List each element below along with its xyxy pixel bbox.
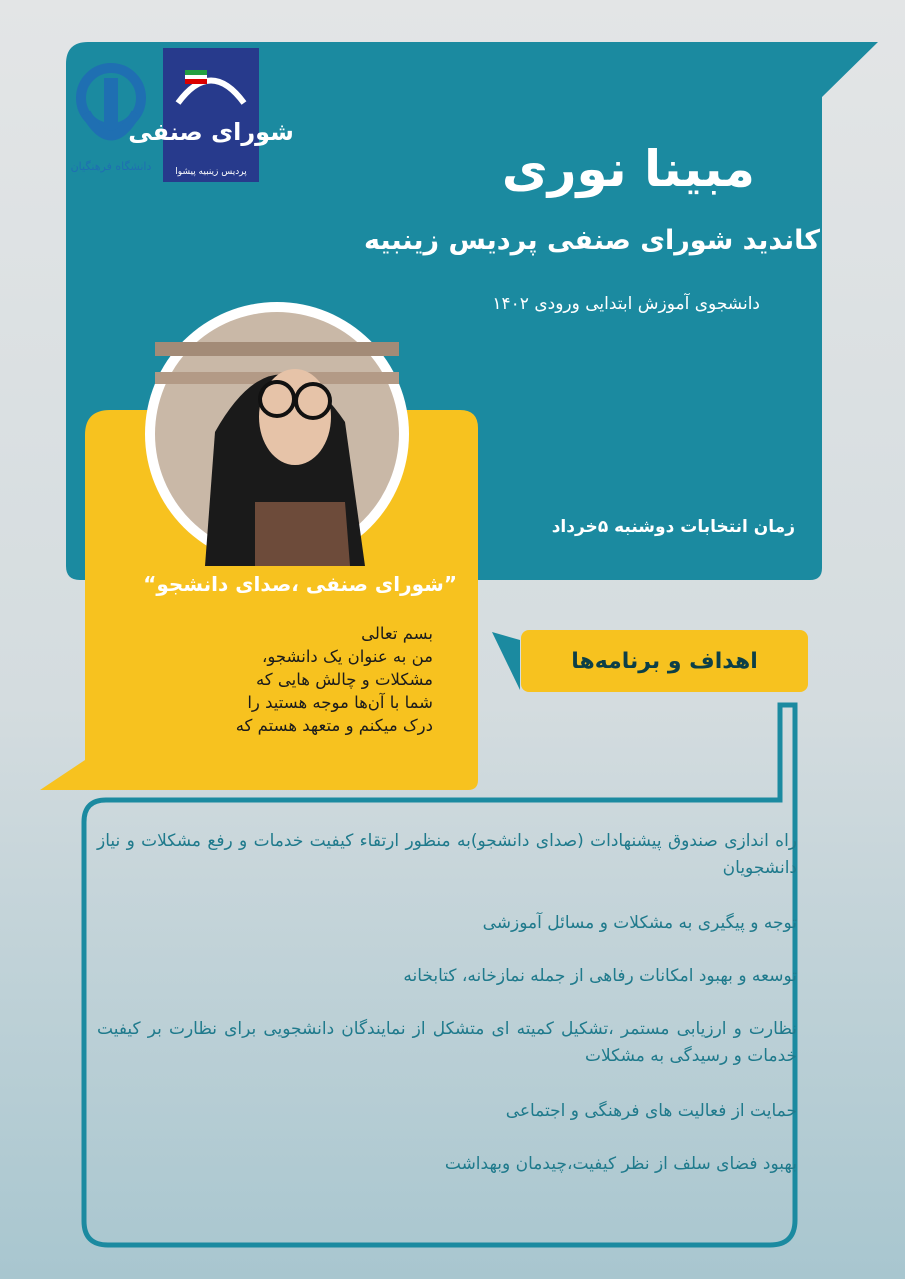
intro-line: من به عنوان یک دانشجو، [262, 647, 433, 666]
candidate-name: مبینا نوری [501, 140, 755, 198]
goals-bubble-tail [492, 632, 520, 690]
goal-item: بهبود فضای سلف از نظر کیفیت،چیدمان وبهداشت [444, 1154, 797, 1174]
university-logo-text: دانشگاه فرهنگیان [70, 160, 152, 173]
goal-item: حمایت از فعالیت های فرهنگی و اجتماعی [505, 1101, 797, 1121]
goal-item: راه اندازی صندوق پیشنهادات (صدای دانشجو)به منظور ارتقاء کیفیت خدمات و رفع مشکلات و نیاز دانشجویان [97, 831, 797, 878]
candidate-photo [145, 302, 409, 566]
intro-line: درک میکنم و متعهد هستم که [235, 716, 433, 735]
goals-title-box [521, 630, 808, 692]
shura-logo [128, 48, 294, 182]
goal-item: نظارت و ارزیابی مستمر ،تشکیل کمیته ای متشکل از نمایندگان دانشجویی برای نظارت بر کیفیت خدمات و رسیدگی به مشکلات [97, 1019, 797, 1066]
shura-logo-text: شورای صنفی [128, 118, 294, 146]
goals-title: اهداف و برنامه‌ها [571, 648, 758, 674]
goal-item: توسعه و بهبود امکانات رفاهی از جمله نمازخانه، کتابخانه [403, 966, 797, 986]
candidate-subtitle: کاندید شورای صنفی پردیس زینبیه [363, 225, 820, 256]
goals-list [97, 828, 797, 1178]
election-time: زمان انتخابات دوشنبه ۵خرداد [551, 517, 795, 537]
intro-text [103, 622, 433, 737]
shura-logo-subtext: پردیس زینبیه پیشوا [175, 167, 247, 177]
intro-line: بسم تعالی [361, 624, 433, 643]
candidate-degree: دانشجوی آموزش ابتدایی ورودی ۱۴۰۲ [492, 294, 760, 314]
intro-line: مشکلات و چالش هایی که [255, 670, 433, 689]
intro-line: شما با آن‌ها موجه هستید را [247, 693, 433, 712]
slogan: ”شورای صنفی ،صدای دانشجو“ [143, 572, 457, 596]
goal-item: توجه و پیگیری به مشکلات و مسائل آموزشی [482, 913, 797, 933]
